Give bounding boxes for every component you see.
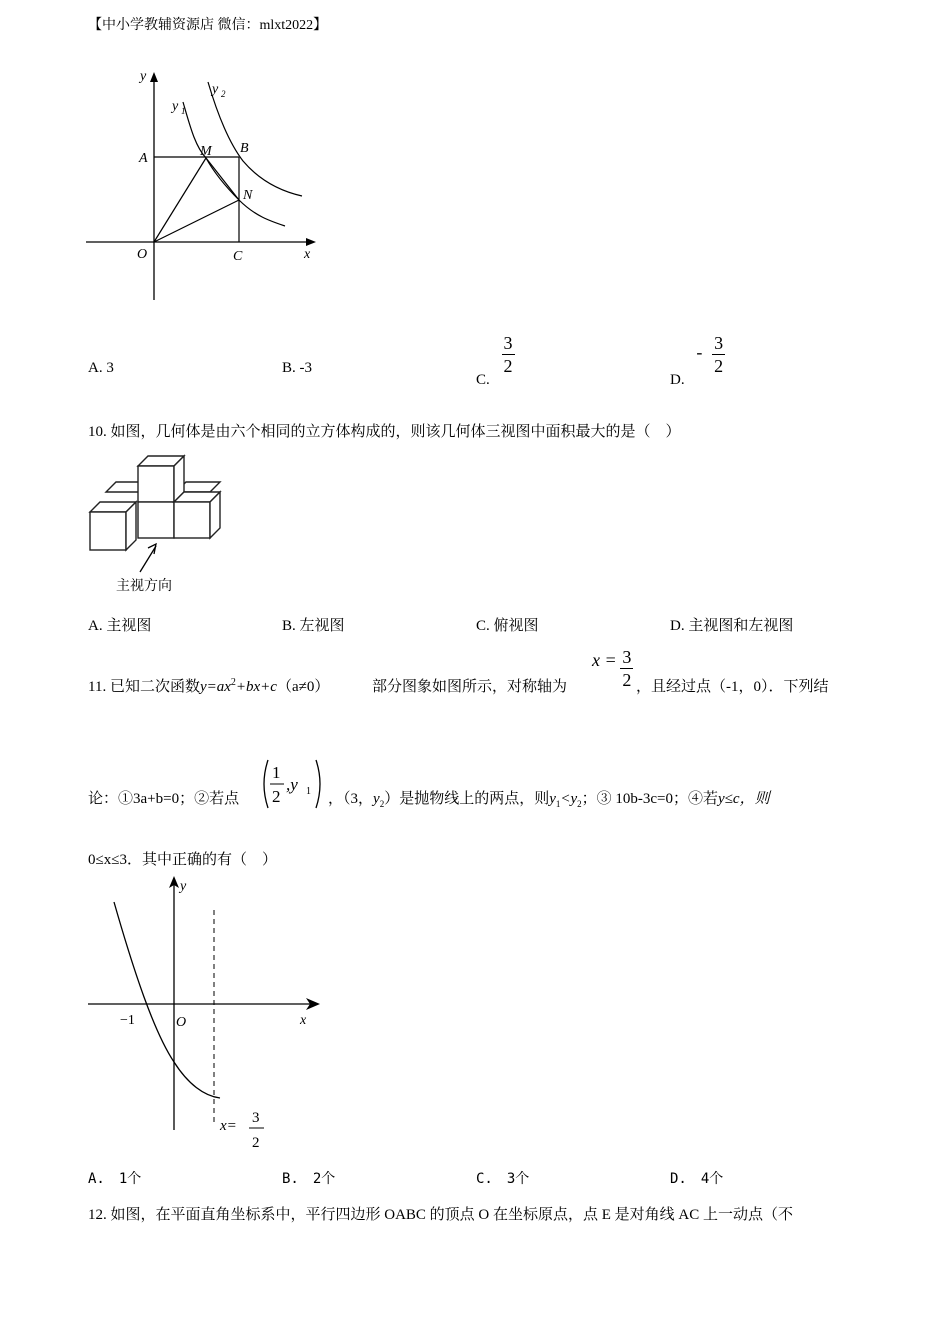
label-M: M <box>200 144 212 159</box>
q11-cmp-sub1: 1 <box>555 799 561 809</box>
q11-line2-b <box>328 787 770 809</box>
q10-option-d: D. 主视图和左视图 <box>670 618 794 634</box>
q10-cube-figure <box>84 448 234 598</box>
cube-top-front <box>138 466 174 502</box>
label-C: C <box>233 249 243 264</box>
q11-axis-expr <box>592 648 633 689</box>
q9-option-d <box>670 334 725 389</box>
q11-line3: 0≤x≤3．其中正确的有（ ） <box>88 852 277 868</box>
parabola-curve <box>114 902 220 1098</box>
q11-axis-den: 2 <box>622 670 632 690</box>
label-axis-num: 3 <box>252 1110 260 1126</box>
view-arrow <box>140 546 156 572</box>
q11-line2-prefix: 论：① <box>88 791 134 807</box>
q9-option-c-fraction <box>502 334 515 375</box>
q11-axis-var: x = <box>592 649 617 670</box>
cube-left-front <box>90 512 126 550</box>
q11-line1-c: ，且经过点（-1，0）．下列结 <box>636 679 829 695</box>
q11-point-sub: 1 <box>306 786 311 797</box>
q11-y2: y <box>373 791 380 807</box>
q9-option-d-prefix: D. <box>670 371 685 388</box>
q11-cmp-mid: <y <box>560 791 578 807</box>
y-axis-arrow <box>150 72 158 82</box>
q11-parabola-figure <box>84 872 324 1157</box>
q10-stem: 10. 如图，几何体是由六个相同的立方体构成的，则该几何体三视图中面积最大的是（ ） <box>88 424 681 440</box>
q11-cmp-sub2: 2 <box>577 799 582 809</box>
q11-option-d: D. 4个 <box>670 1171 724 1187</box>
q11-func-rest: +bx+c <box>235 679 277 695</box>
q9-option-c-num: 3 <box>503 333 513 353</box>
cube-right-front <box>174 502 210 538</box>
segment-MN <box>206 158 239 200</box>
label-neg1: −1 <box>120 1013 135 1028</box>
q12-stem: 12. 如图，在平面直角坐标系中，平行四边形 OABC 的顶点 O 在坐标原点，点 E 是对角线 AC 上一动点（不 <box>88 1207 794 1223</box>
q9-option-d-sign: - <box>696 341 703 362</box>
q11-eq1: 3a+b=0；②若点 <box>133 791 240 807</box>
page-header: 【中小学教辅资源店 微信：mlxt2022】 <box>88 18 328 33</box>
x-axis-arrow <box>306 238 316 246</box>
q11-line2-d: ；③ 10b-3c=0；④若 <box>581 791 719 807</box>
q9-coordinate-figure <box>80 66 330 311</box>
q11-line1 <box>88 675 329 696</box>
label-y: y <box>140 69 147 84</box>
q11-func-sup: 2 <box>230 677 236 688</box>
q11-line1-b: 部分图象如图所示，对称轴为 <box>372 679 568 695</box>
view-direction-label: 主视方向 <box>116 579 172 594</box>
q11-point-num: 1 <box>272 763 281 782</box>
q9-option-c-prefix: C. <box>476 371 490 388</box>
q9-option-d-fraction <box>712 334 725 375</box>
q11-number: 11. 已知二次函数 <box>88 679 200 695</box>
label-y2: y <box>212 82 219 97</box>
label-y: y <box>180 879 187 894</box>
q11-point-parens <box>260 758 324 810</box>
q11-line2-c: ）是抛物线上的两点，则 <box>384 791 550 807</box>
label-x: x <box>300 1013 307 1028</box>
curve-y1 <box>183 102 285 226</box>
label-y1-sub: 1 <box>181 106 186 116</box>
q11-option-c: C. 3个 <box>476 1171 530 1187</box>
q11-cmp-y1: y <box>549 791 556 807</box>
q11-line2-a <box>88 787 239 808</box>
q11-line2-b-text: ，（3， <box>328 791 374 807</box>
label-y1: y <box>172 99 179 114</box>
q11-y2-sub: 2 <box>379 799 385 809</box>
label-A: A <box>139 151 148 166</box>
q11-option-b: B. 2个 <box>282 1171 336 1187</box>
label-N: N <box>243 188 253 203</box>
q10-option-c: C. 俯视图 <box>476 618 539 634</box>
label-O: O <box>176 1015 187 1030</box>
q9-option-c-den: 2 <box>503 356 513 376</box>
cube-mid-front <box>138 502 174 538</box>
label-y2-sub: 2 <box>221 89 226 99</box>
q11-option-a: A. 1个 <box>88 1171 142 1187</box>
label-O: O <box>137 247 148 262</box>
q11-line2-e: y≤c，则 <box>718 791 770 807</box>
q9-option-d-den: 2 <box>714 356 724 376</box>
q10-option-b: B. 左视图 <box>282 618 345 634</box>
q11-axis-fraction <box>620 648 633 689</box>
q9-option-b: B. -3 <box>282 360 312 376</box>
q9-option-c <box>476 334 515 389</box>
label-axis-den: 2 <box>252 1135 260 1151</box>
label-x: x <box>304 247 311 262</box>
q11-axis-num: 3 <box>622 647 632 667</box>
q9-option-d-num: 3 <box>714 333 724 353</box>
q11-point-y: ,y <box>286 775 298 794</box>
q11-cond: （a≠0） <box>276 679 330 695</box>
q9-option-a: A. 3 <box>88 360 114 376</box>
q11-func: y=ax <box>199 679 231 695</box>
label-axis-eq: x= <box>220 1118 237 1134</box>
label-B: B <box>240 141 249 156</box>
q10-option-a: A. 主视图 <box>88 618 152 634</box>
q11-point-den: 2 <box>272 787 281 806</box>
